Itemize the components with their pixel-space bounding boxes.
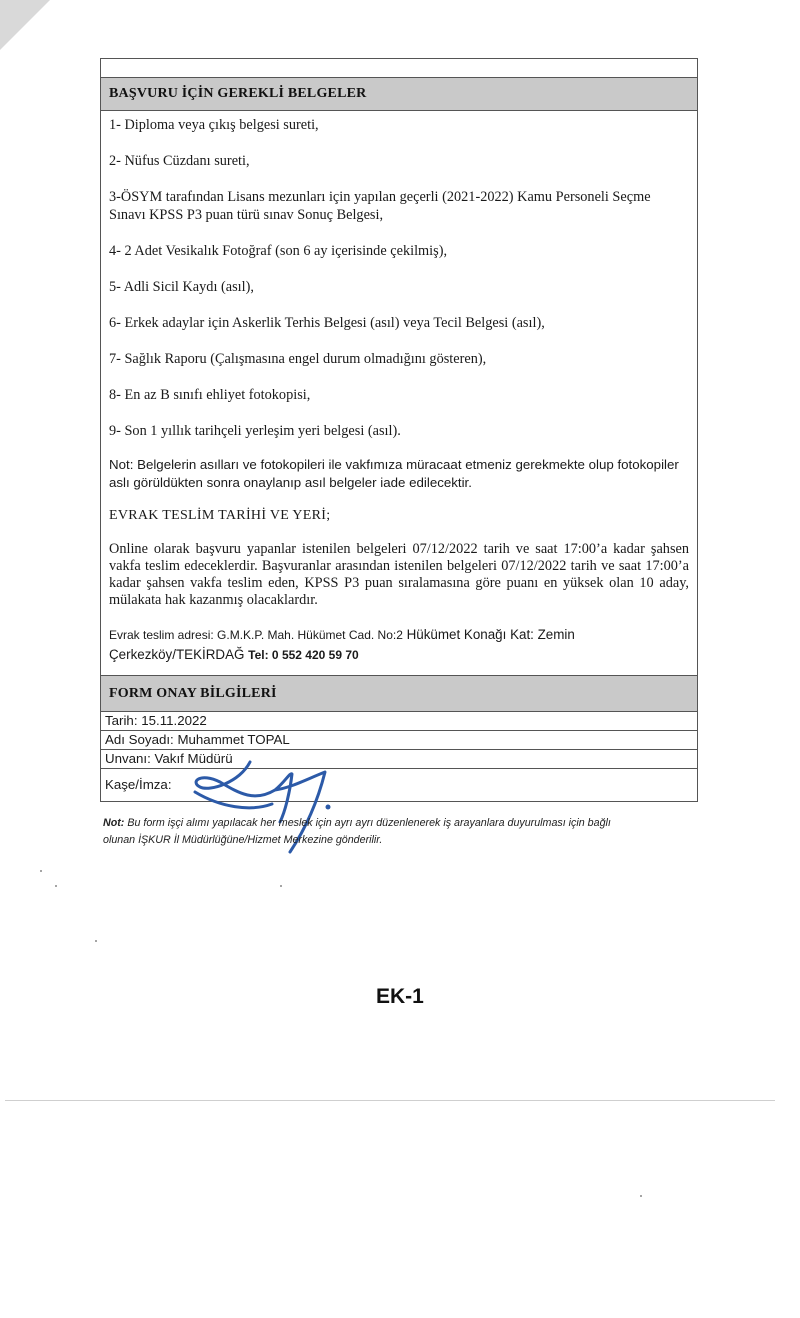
- scan-corner-fold: [0, 0, 50, 50]
- scan-speck: [55, 885, 57, 887]
- doc-item-criminal-record: 5- Adli Sicil Kaydı (asıl),: [109, 279, 254, 295]
- form-footnote: [103, 815, 703, 849]
- scan-artifact-line: [5, 1100, 775, 1101]
- address-label: Evrak teslim adresi: G.M.K.P. Mah. Hükümet Cad. No:2: [109, 628, 403, 642]
- scan-speck: [640, 1195, 642, 1197]
- footnote-label: Not:: [103, 817, 125, 829]
- address-rest: Hükümet Konağı Kat: Zemin Çerkezköy/TEKİRDAĞ: [109, 627, 575, 662]
- submission-text: Online olarak başvuru yapanlar istenilen belgeleri 07/12/2022 tarih ve saat 17:00’a kadar şahsen vakfa teslim edeceklerdir. Başvuranlar arasından istenilen belgeleri 07/12/2022 tarih ve saat 17:00’a kadar şahsen vakfa teslim eden, KPSS P3 puan sıralamasına göre puanı en yüksek olan 10 aday, mülakata hak kazanmış olacaklardır.: [109, 541, 689, 608]
- doc-item-id-card: 2- Nüfus Cüzdanı sureti,: [109, 153, 250, 169]
- approval-date: Tarih: 15.11.2022: [101, 712, 697, 731]
- doc-item-residence: 9- Son 1 yıllık tarihçeli yerleşim yeri belgesi (asıl).: [109, 423, 401, 439]
- scan-speck: [280, 885, 282, 887]
- form-top-strip: [101, 59, 697, 78]
- address-phone: Tel: 0 552 420 59 70: [248, 648, 359, 662]
- submission-title: EVRAK TESLİM TARİHİ VE YERİ;: [109, 508, 331, 523]
- scan-speck: [95, 940, 97, 942]
- submission-address: [109, 625, 689, 665]
- approval-stamp: Kaşe/İmza:: [105, 777, 172, 792]
- annex-label: EK-1: [376, 985, 424, 1008]
- footnote-line1: Bu form işçi alımı yapılacak her meslek için ayrı ayrı düzenlenerek iş arayanlara duyurulması için bağlı: [124, 817, 611, 829]
- doc-item-diploma: 1- Diploma veya çıkış belgesi sureti,: [109, 117, 319, 133]
- documents-note: Not: Belgelerin asılları ve fotokopileri ile vakfımıza müracaat etmeniz gerekmekte olup fotokopiler aslı görüldükten sonra onaylanıp asıl belgeler iade edilecektir.: [109, 457, 679, 490]
- doc-item-photos: 4- 2 Adet Vesikalık Fotoğraf (son 6 ay içerisinde çekilmiş),: [109, 243, 448, 259]
- approval-name: Adı Soyadı: Muhammet TOPAL: [101, 731, 697, 750]
- footnote-line2: olunan İŞKUR İl Müdürlüğüne/Hizmet Merkezine gönderilir.: [103, 834, 383, 846]
- approval-title: Unvanı: Vakıf Müdürü: [101, 750, 697, 769]
- scan-speck: [40, 870, 42, 872]
- required-docs-header: BAŞVURU İÇİN GEREKLİ BELGELER: [101, 78, 697, 111]
- doc-item-health-report: 7- Sağlık Raporu (Çalışmasına engel durum olmadığını gösteren),: [109, 351, 487, 367]
- doc-item-kpss-result: 3-ÖSYM tarafından Lisans mezunları için yapılan geçerli (2021-2022) Kamu Personeli Seçme Sınavı KPSS P3 puan türü sınav Sonuç Belgesi,: [109, 189, 651, 223]
- required-docs-body: [101, 111, 697, 675]
- application-form: [100, 58, 698, 802]
- doc-item-driving-license: 8- En az B sınıfı ehliyet fotokopisi,: [109, 387, 311, 403]
- doc-item-military: 6- Erkek adaylar için Askerlik Terhis Belgesi (asıl) veya Tecil Belgesi (asıl),: [109, 315, 545, 331]
- form-approval-header: FORM ONAY BİLGİLERİ: [101, 675, 697, 712]
